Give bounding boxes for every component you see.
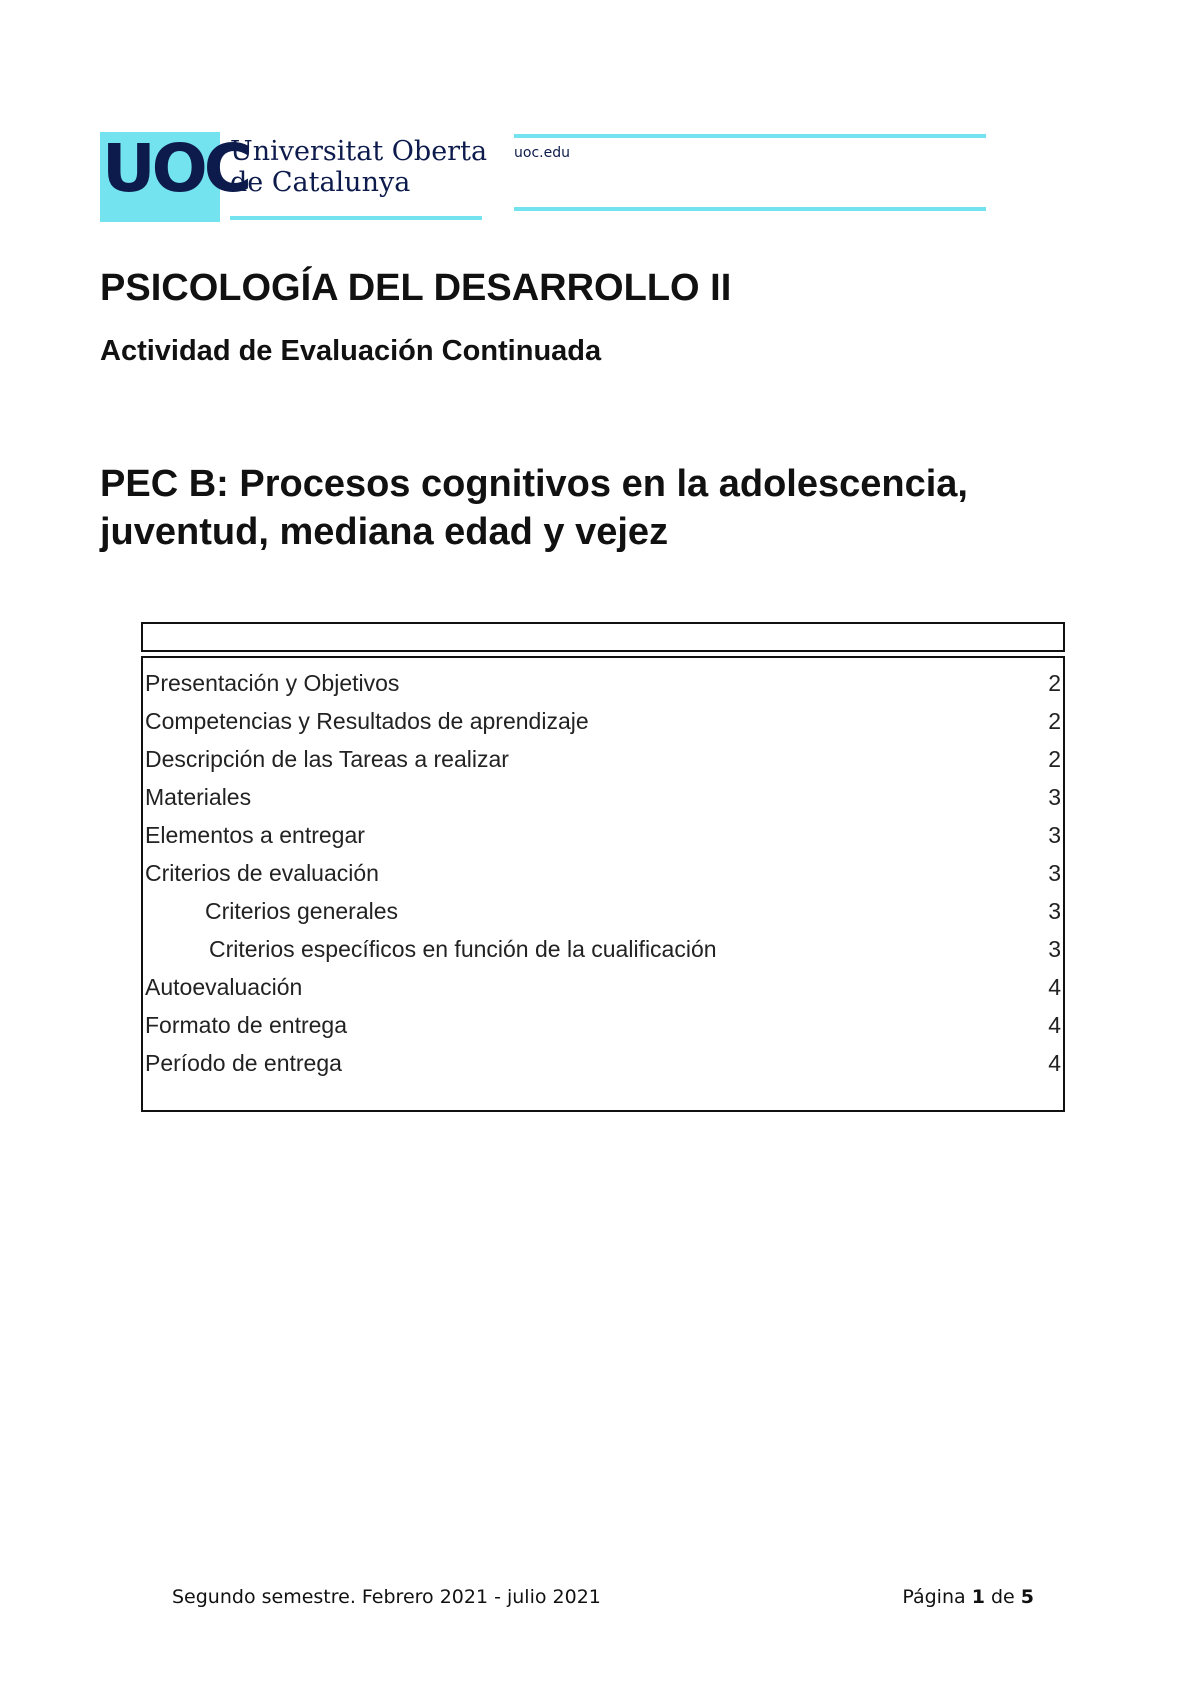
table-of-contents (141, 656, 1065, 1112)
toc-item-label: Competencias y Resultados de aprendizaje (145, 708, 589, 734)
edu-rule-bottom (514, 207, 986, 211)
toc-item-page: 3 (1048, 936, 1061, 962)
uoc-logo-mark: UOC (102, 130, 249, 207)
toc-item-label: Criterios específicos en función de la cualificación (209, 936, 717, 962)
toc-item-page: 2 (1048, 708, 1061, 734)
toc-item-label: Materiales (145, 784, 252, 810)
toc-item-label: Criterios de evaluación (145, 860, 379, 886)
toc-item-label: Formato de entrega (145, 1012, 348, 1038)
pec-title-line1: PEC B: Procesos cognitivos en la adolescencia, (100, 463, 968, 505)
pec-title (100, 460, 1080, 556)
toc-item-label: Criterios generales (205, 898, 399, 924)
toc-item-competencias[interactable] (145, 702, 1061, 740)
toc-item-label: Descripción de las Tareas a realizar (145, 746, 509, 772)
course-title: PSICOLOGÍA DEL DESARROLLO II (100, 267, 732, 309)
footer-page-total: 5 (1020, 1586, 1034, 1608)
toc-item-label: Período de entrega (145, 1050, 342, 1076)
toc-header-box (141, 622, 1065, 652)
footer-semester: Segundo semestre. Febrero 2021 - julio 2021 (172, 1586, 601, 1608)
toc-item-page: 4 (1048, 1012, 1061, 1038)
toc-item-page: 3 (1048, 898, 1061, 924)
toc-item-criterios-especificos[interactable] (145, 930, 1061, 968)
pec-title-line2: juventud, mediana edad y vejez (100, 511, 669, 553)
toc-item-label: Autoevaluación (145, 974, 303, 1000)
toc-item-descripcion[interactable] (145, 740, 1061, 778)
toc-item-page: 2 (1048, 746, 1061, 772)
toc-item-page: 3 (1048, 784, 1061, 810)
footer-page-prefix: Página (902, 1586, 966, 1608)
toc-item-elementos[interactable] (145, 816, 1061, 854)
toc-item-periodo[interactable] (145, 1044, 1061, 1082)
toc-item-label: Presentación y Objetivos (145, 670, 400, 696)
institution-name-line1: Universitat Oberta (230, 136, 488, 167)
site-label: uoc.edu (514, 145, 570, 161)
toc-item-presentacion[interactable] (145, 664, 1061, 702)
toc-item-page: 2 (1048, 670, 1061, 696)
toc-item-page: 3 (1048, 822, 1061, 848)
toc-item-materiales[interactable] (145, 778, 1061, 816)
toc-item-autoevaluacion[interactable] (145, 968, 1061, 1006)
toc-item-page: 3 (1048, 860, 1061, 886)
activity-subtitle: Actividad de Evaluación Continuada (100, 335, 602, 367)
institution-name-line2: de Catalunya (230, 167, 411, 198)
footer-page-of: de (990, 1586, 1015, 1608)
footer-page-indicator (902, 1586, 1034, 1608)
footer-page-number: 1 (971, 1586, 985, 1608)
toc-item-criterios[interactable] (145, 854, 1061, 892)
toc-item-page: 4 (1048, 1050, 1061, 1076)
toc-item-label: Elementos a entregar (145, 822, 365, 848)
toc-list (145, 664, 1061, 1082)
uoc-logo (100, 130, 249, 222)
logo-divider (230, 216, 482, 220)
toc-item-formato[interactable] (145, 1006, 1061, 1044)
edu-rule-top (514, 134, 986, 138)
toc-item-page: 4 (1048, 974, 1061, 1000)
institution-name (230, 136, 487, 198)
toc-item-criterios-generales[interactable] (145, 892, 1061, 930)
